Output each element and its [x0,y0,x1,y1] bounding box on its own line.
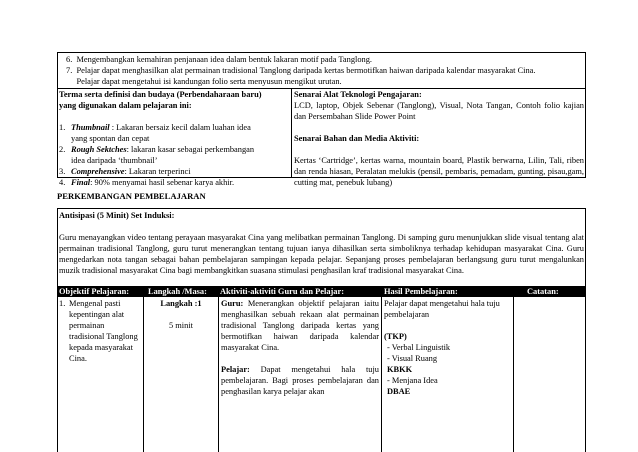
terms-tools-divider [291,88,292,178]
terms-title: Terma serta definisi dan budaya (Perbendaharaan baru) [59,90,262,99]
induction-content [59,210,584,276]
tools-panel [294,89,584,188]
term-item: 1. Thumbnail : Lakaran bersaiz kecil dalam luahan idea [59,123,251,132]
section-title: PERKEMBANGAN PEMBELAJARAN [57,191,206,201]
column-divider [381,297,382,452]
terms-panel: Terma serta definisi dan budaya (Perbendaharaan baru) yang digunakan dalam pelajaran ini: 1. Thumbnail : Lakaran bersaiz kecil dalam luahan idea yang spontan dan cepat 2. Rough Sektches: lakaran kasar sebagai perkembangan idea daripada ‘thumbnail’ 3. Comprehensive: Lakaran terperinci 4. Final: 90% menyamai hasil sebenar karya akhir. [59,89,289,188]
step-label: Langkah :1 [160,299,202,308]
terms-title-cont: yang digunakan dalam pelajaran ini: [59,101,192,110]
header-notes: Catatan: [527,287,559,296]
header-activities: Aktiviti-aktiviti Guru dan Pelajar: [220,287,344,296]
tools-title: Senarai Alat Teknologi Pengajaran: [294,90,422,99]
step-cell [144,298,218,331]
column-divider [218,297,219,452]
dbae-label: DBAE [387,387,411,396]
activities-cell [221,298,379,397]
header-outcome: Hasil Pembelajaran: [384,287,458,296]
pelajar-activity: Pelajar: Dapat mengetahui hala tuju pembelajaran. Bagi proses pembelajaran dan penghasilan karya pelajar akan [221,365,379,396]
step-time: 5 minit [169,321,193,330]
objective-cell: 1. Mengenal pasti kepentingan alat permainan tradisional Tanglong kepada masyarakat Cina. [59,298,141,364]
header-objective: Objektif Pelajaran: [59,287,130,296]
kbkk-item: - Menjana Idea [387,376,438,385]
term-item: 2. Rough Sektches: lakaran kasar sebagai perkembangan [59,145,255,154]
term-item: 3. Comprehensive: Lakaran terperinci [59,167,191,176]
tkp-item: - Verbal Linguistik [387,343,451,352]
outcome-cell [384,298,511,397]
guru-activity: Guru: Menerangkan objektif pelajaran iaitu menghasilkan sebuah rekaan alat permainan tradisional Tanglong daripada kertas yang bermotifkan haiwan daripada kalendar masyarakat Cina. [221,299,379,352]
objectives-list [66,54,584,87]
header-step: Langkah /Masa: [148,287,207,296]
tkp-item: - Visual Ruang [387,354,438,363]
outcome-text: Pelajar dapat mengetahui hala tuju pembelajaran [384,299,500,319]
term-item: 4. Final: 90% menyamai hasil sebenar karya akhir. [59,178,235,187]
induction-title: Antisipasi (5 Minit) Set Induksi: [59,211,175,220]
column-divider [513,297,514,452]
induction-text: Guru menayangkan video tentang perayaan masyarakat Cina yang melibatkan permainan Tanglong. Di samping guru menunjukkan slide visual tentang alat permainan tradisional Tanglong, guru turut menerangkan tentang tujuan ianya dihasilkan serta simboliknya terhadap kehidupan masyarakat Cina. Guru mengedarkan nota tangan sebagai bahan pembelajaran sampingan kepada pelajar. Sepanjang proses pembelajaran berlangsung guru turut mengalunkan muzik tradisional masyarakat Cina bagi membangkitkan suasana stimulasi penghasilan kraf tradisional masyarakat Cina. [59,233,584,275]
objective-item: 6. Mengembangkan kemahiran penjanaan idea dalam bentuk lakaran motif pada Tanglong. [66,55,373,64]
kbkk-label: KBKK [387,365,413,374]
objective-item: Pelajar dapat mengetahui isi kandungan folio serta menyusun mengikut urutan. [66,77,342,86]
materials-title: Senarai Bahan dan Media Aktiviti: [294,134,420,143]
tkp-label: (TKP) [384,332,407,341]
tools-text: LCD, laptop, Objek Sebenar (Tanglong), Visual, Nota Tangan, Contoh folio kajian dan Persembahan Slide Power Point [294,101,584,121]
objective-text: Mengenal pasti kepentingan alat permainan tradisional Tanglong kepada masyarakat Cina. [69,299,138,363]
objective-item: 7. Pelajar dapat menghasilkan alat permainan tradisional Tanglong daripada kertas bermotifkan haiwan daripada kalendar masyarakat Cina. [66,66,536,75]
materials-text: Kertas ‘Cartridge’, kertas warna, mountain board, Plastik berwarna, Lilin, Tali, riben dan renda hiasan, Peralatan melukis (pensil, pembaris, pemadam, gunting, pisau,gam, cutting mat, penebuk lubang) [294,156,584,187]
